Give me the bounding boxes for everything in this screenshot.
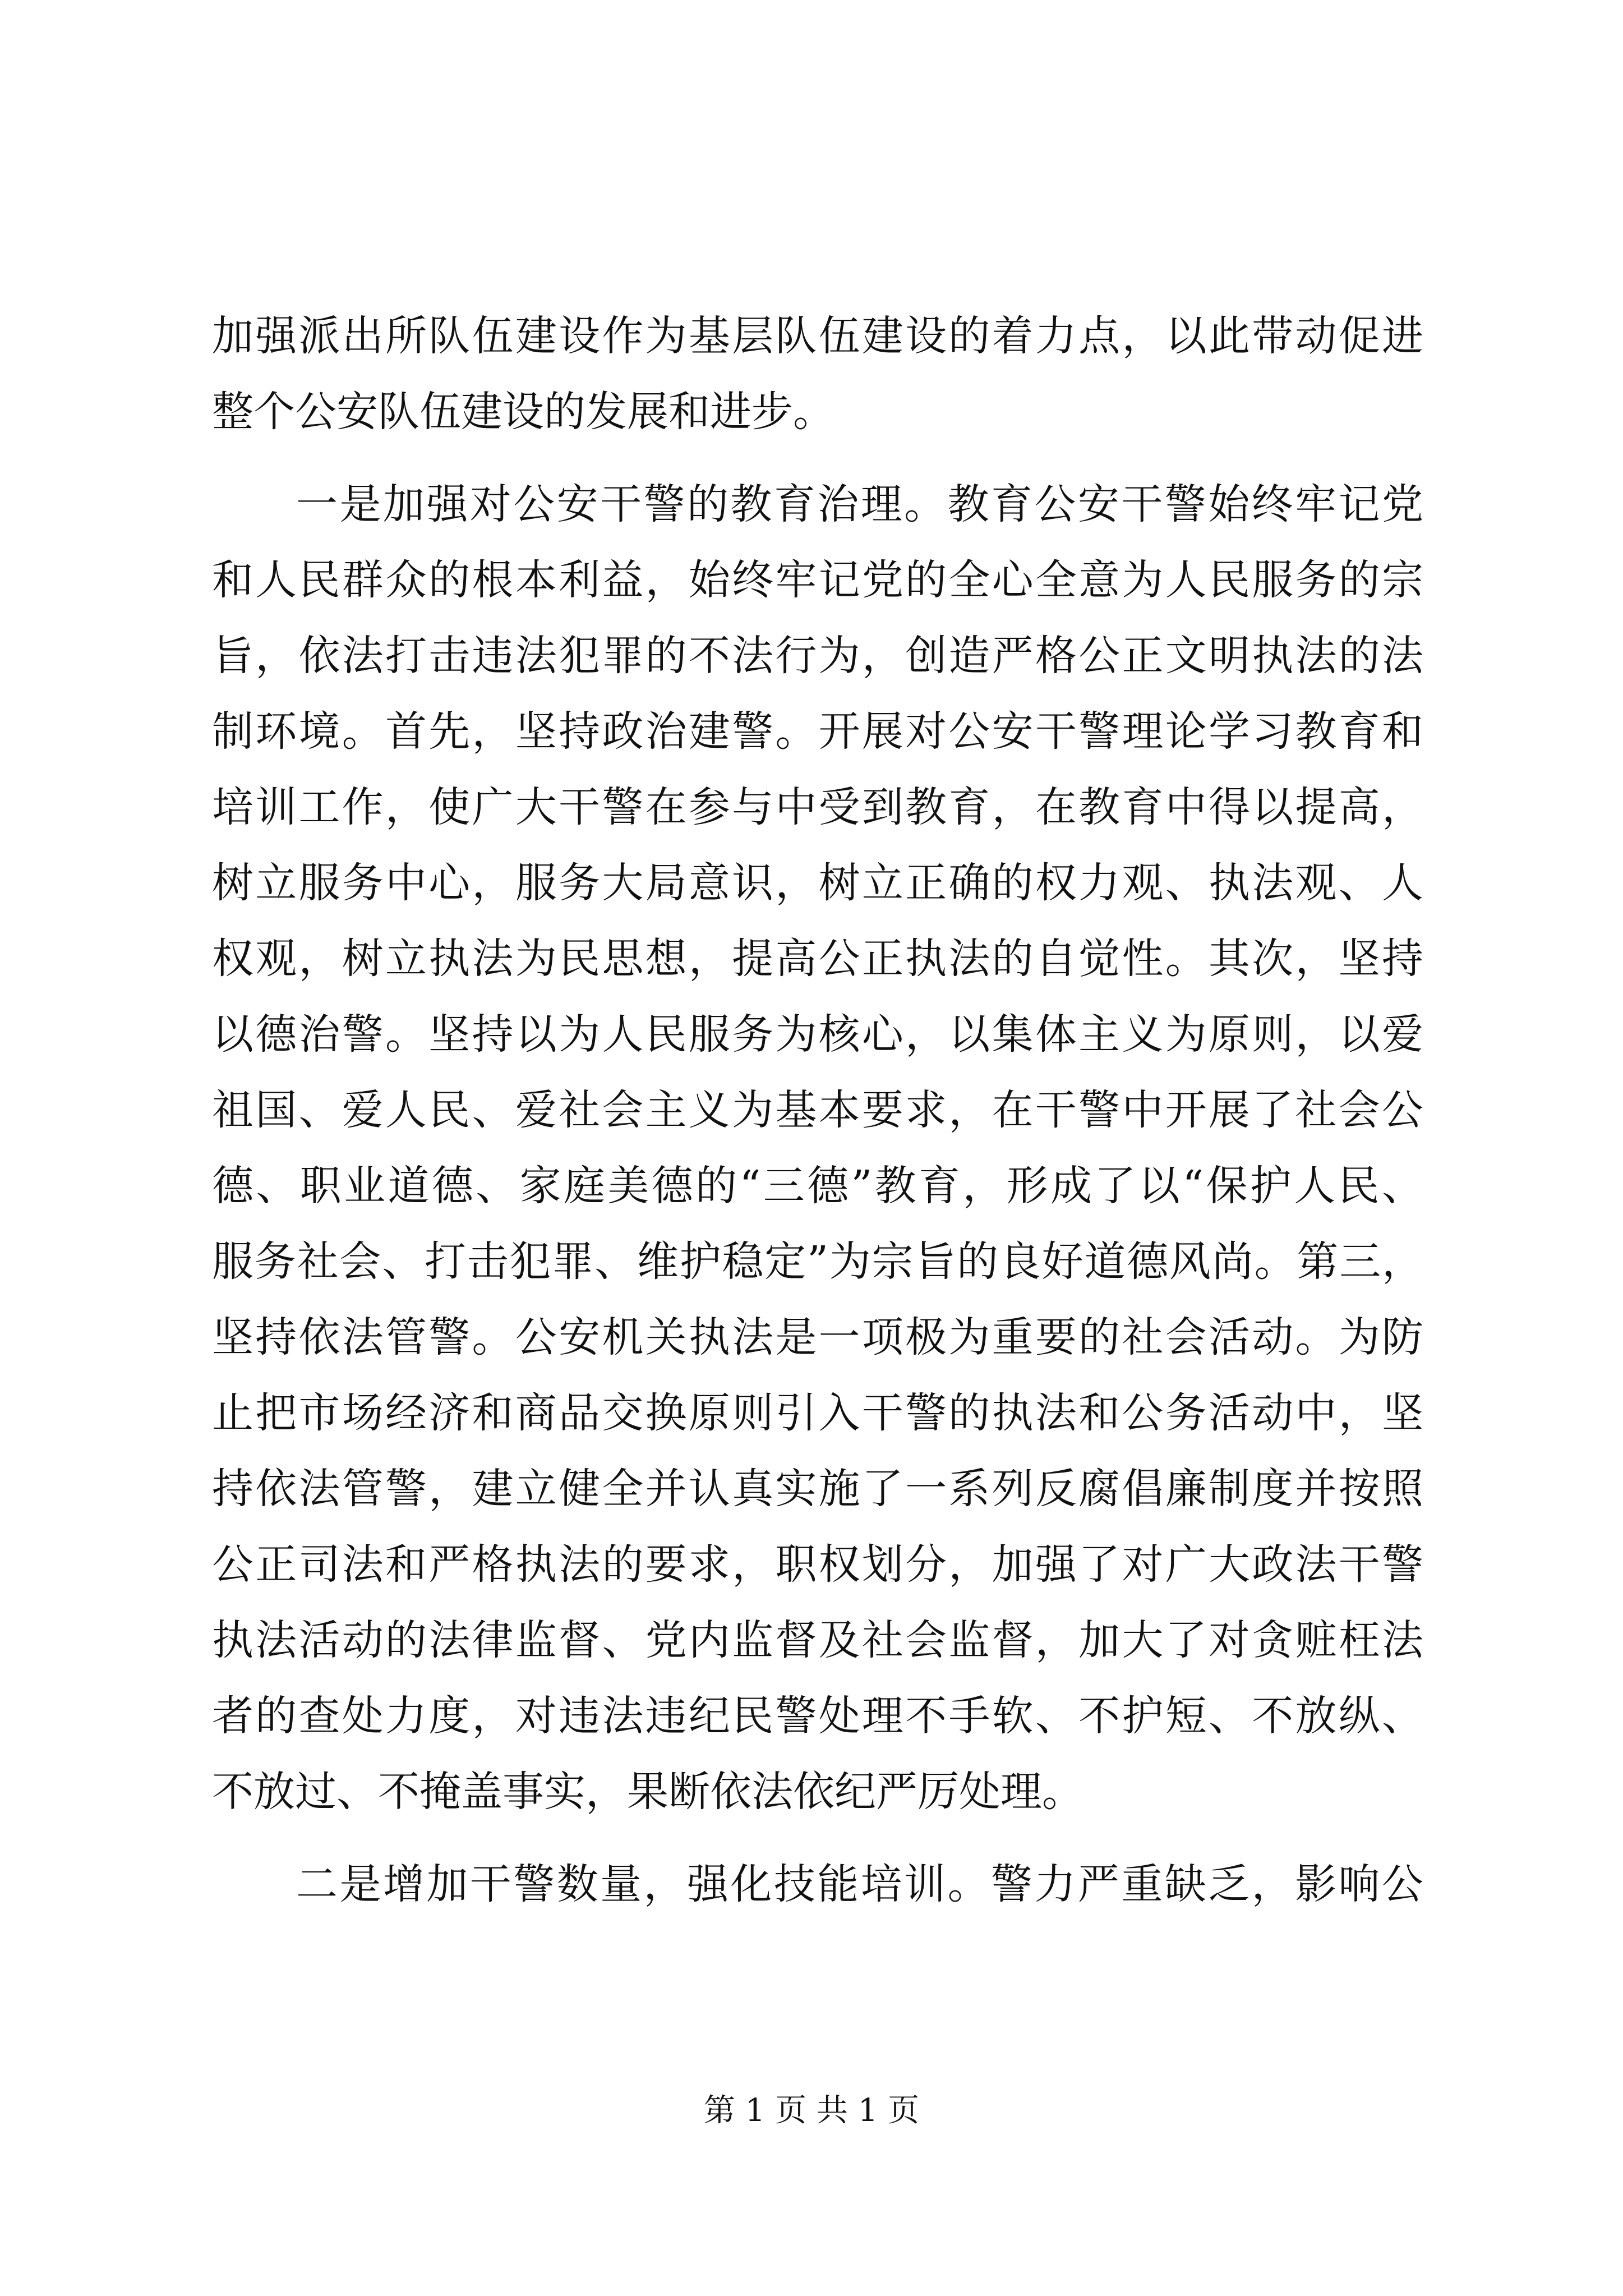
text-line-1: 加强派出所队伍建设作为基层队伍建设的着力点，以此带动促进 bbox=[212, 312, 1423, 360]
paragraph-1-line-5: 培训工作，使广大干警在参与中受到教育，在教育中得以提高， bbox=[212, 783, 1423, 831]
paragraph-1-line-6: 树立服务中心，服务大局意识，树立正确的权力观、执法观、人 bbox=[212, 859, 1423, 907]
paragraph-1-line-10: 德、职业道德、家庭美德的“三德”教育，形成了以“保护人民、 bbox=[212, 1162, 1423, 1210]
paragraph-1-line-12: 坚持依法管警。公安机关执法是一项极为重要的社会活动。为防 bbox=[212, 1313, 1423, 1361]
paragraph-1-line-13: 止把市场经济和商品交换原则引入干警的执法和公务活动中，坚 bbox=[212, 1389, 1423, 1437]
paragraph-1-line-4: 制环境。首先，坚持政治建警。开展对公安干警理论学习教育和 bbox=[212, 707, 1423, 756]
paragraph-1-line-14: 持依法管警，建立健全并认真实施了一系列反腐倡廉制度并按照 bbox=[212, 1465, 1423, 1513]
page-footer: 第 1 页 共 1 页 bbox=[703, 2092, 920, 2129]
paragraph-1-line-9: 祖国、爱人民、爱社会主义为基本要求，在干警中开展了社会公 bbox=[212, 1086, 1423, 1134]
paragraph-1-line-18: 不放过、不掩盖事实，果断依法依纪严厉处理。 bbox=[212, 1768, 1083, 1816]
paragraph-1-line-2: 和人民群众的根本利益，始终牢记党的全心全意为人民服务的宗 bbox=[212, 556, 1423, 604]
paragraph-1-line-3: 旨，依法打击违法犯罪的不法行为，创造严格公正文明执法的法 bbox=[212, 632, 1423, 680]
paragraph-2-line-1: 二是增加干警数量，强化技能培训。警力严重缺乏，影响公 bbox=[296, 1860, 1423, 1908]
paragraph-1-line-16: 执法活动的法律监督、党内监督及社会监督，加大了对贪赃枉法 bbox=[212, 1616, 1423, 1664]
paragraph-1-line-15: 公正司法和严格执法的要求，职权划分，加强了对广大政法干警 bbox=[212, 1540, 1423, 1589]
paragraph-1-line-11: 服务社会、打击犯罪、维护稳定”为宗旨的良好道德风尚。第三， bbox=[212, 1237, 1423, 1286]
text-line-2: 整个公安队伍建设的发展和进步。 bbox=[212, 388, 834, 436]
paragraph-1-line-17: 者的查处力度，对违法违纪民警处理不手软、不护短、不放纵、 bbox=[212, 1692, 1423, 1740]
paragraph-1-line-7: 权观，树立执法为民思想，提高公正执法的自觉性。其次，坚持 bbox=[212, 935, 1423, 983]
paragraph-1-line-8: 以德治警。坚持以为人民服务为核心，以集体主义为原则，以爱 bbox=[212, 1010, 1423, 1059]
paragraph-1-line-1: 一是加强对公安干警的教育治理。教育公安干警始终牢记党 bbox=[296, 480, 1423, 528]
